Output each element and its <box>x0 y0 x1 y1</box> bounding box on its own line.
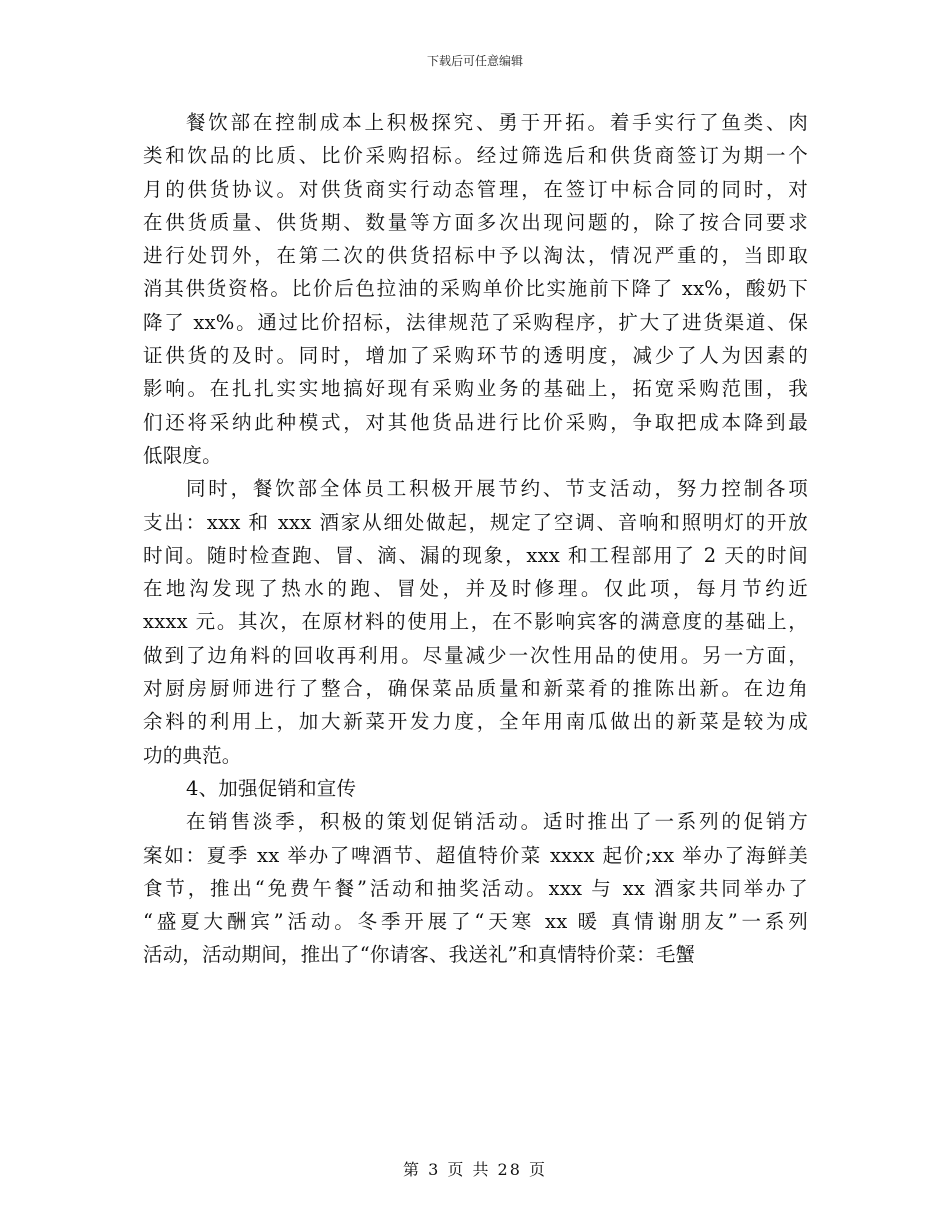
paragraph-1-line-11: 低限度。 <box>143 443 222 467</box>
paragraph-4-line-5: 活动，活动期间，推出了“你请客、我送礼”和真情特价菜：毛蟹 <box>143 943 696 967</box>
page-number: 第 3 页 共 28 页 <box>403 1160 547 1179</box>
paragraph-4-line-3: 食节，推出“免费午餐”活动和抽奖活动。xxx 与 xx 酒家共同举办了 <box>143 876 808 900</box>
paragraph-1-line-4: 在供货质量、供货期、数量等方面多次出现问题的，除了按合同要求 <box>143 210 808 234</box>
document-body <box>143 106 808 972</box>
paragraph-2-line-7: 对厨房厨师进行了整合，确保菜品质量和新菜肴的推陈出新。在边角 <box>143 677 808 701</box>
paragraph-1-line-10: 们还将采纳此种模式，对其他货品进行比价采购，争取把成本降到最 <box>143 410 808 434</box>
paragraph-1-line-1: 餐饮部在控制成本上积极探究、勇于开拓。着手实行了鱼类、肉 <box>186 111 808 134</box>
paragraph-2-line-5: xxxx 元。其次，在原材料的使用上，在不影响宾客的满意度的基础上， <box>143 610 808 634</box>
paragraph-1-line-3: 月的供货协议。对供货商实行动态管理，在签订中标合同的同时，对 <box>143 177 808 201</box>
paragraph-2-line-8: 余料的利用上，加大新菜开发力度，全年用南瓜做出的新菜是较为成 <box>143 710 808 734</box>
paragraph-4-line-2: 案如：夏季 xx 举办了啤酒节、超值特价菜 xxxx 起价;xx 举办了海鲜美 <box>143 843 808 867</box>
paragraph-2-line-9: 功的典范。 <box>143 743 242 767</box>
paragraph-2-line-3: 时间。随时检查跑、冒、滴、漏的现象，xxx 和工程部用了 2 天的时间 <box>143 543 808 567</box>
paragraph-1-line-8: 证供货的及时。同时，增加了采购环节的透明度，减少了人为因素的 <box>143 344 808 368</box>
paragraph-1-line-7: 降了 xx%。通过比价招标，法律规范了采购程序，扩大了进货渠道、保 <box>143 310 808 334</box>
paragraph-1-line-5: 进行处罚外，在第二次的供货招标中予以淘汰，情况严重的，当即取 <box>143 244 808 268</box>
paragraph-1-line-9: 影响。在扎扎实实地搞好现有采购业务的基础上，拓宽采购范围，我 <box>143 377 808 401</box>
paragraph-4-line-4: “盛夏大酬宾”活动。冬季开展了“天寒 xx 暖 真情谢朋友”一系列 <box>143 910 808 934</box>
paragraph-2-line-6: 做到了边角料的回收再利用。尽量减少一次性用品的使用。另一方面， <box>143 643 808 667</box>
paragraph-4-line-1: 在销售淡季，积极的策划促销活动。适时推出了一系列的促销方 <box>186 810 808 834</box>
paragraph-2-line-2: 支出：xxx 和 xxx 酒家从细处做起，规定了空调、音响和照明灯的开放 <box>143 510 808 534</box>
section-heading: 4、加强促销和宣传 <box>186 776 357 800</box>
paragraph-2-line-4: 在地沟发现了热水的跑、冒处，并及时修理。仅此项，每月节约近 <box>143 577 808 601</box>
page-header: 下载后可任意编辑 <box>426 54 523 68</box>
paragraph-2-line-1: 同时，餐饮部全体员工积极开展节约、节支活动，努力控制各项 <box>186 477 808 501</box>
paragraph-1-line-2: 类和饮品的比质、比价采购招标。经过筛选后和供货商签订为期一个 <box>143 144 808 168</box>
paragraph-1-line-6: 消其供货资格。比价后色拉油的采购单价比实施前下降了 xx%，酸奶下 <box>143 277 808 301</box>
